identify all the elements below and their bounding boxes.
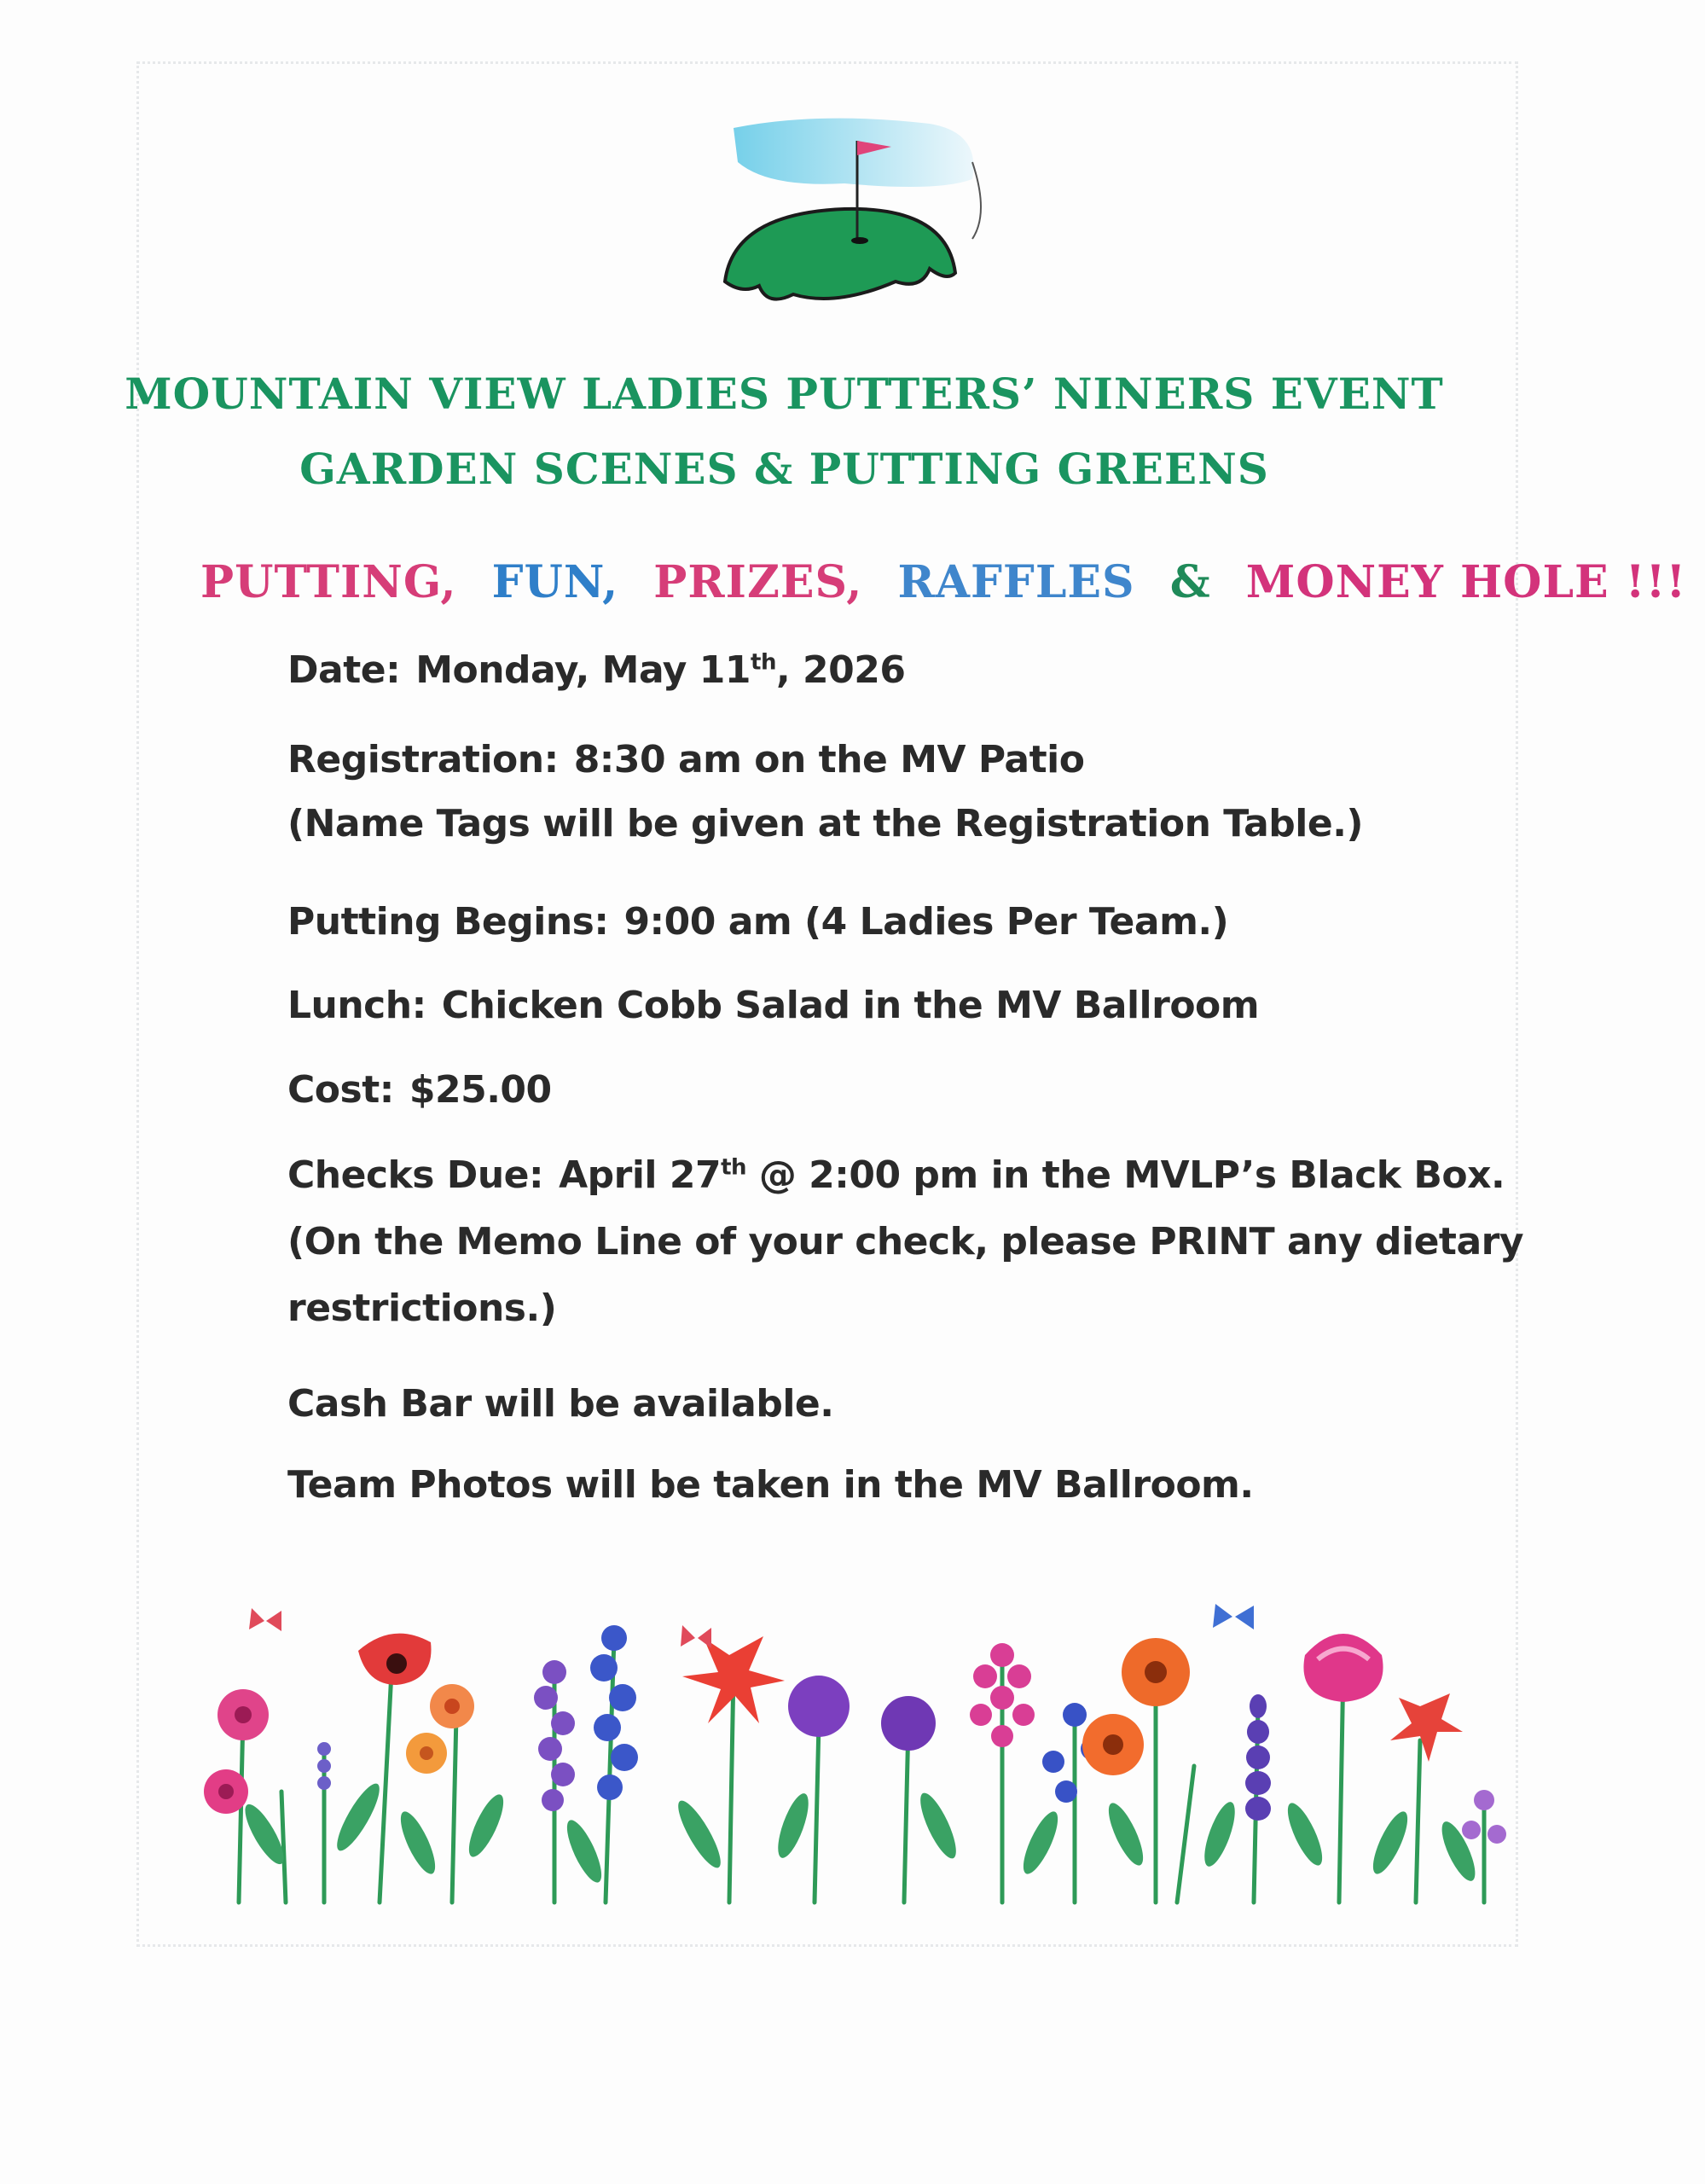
- cash-bar-note: Cash Bar will be available.: [287, 1382, 834, 1426]
- date-value: Monday, May 11: [415, 648, 751, 692]
- event-title: MOUNTAIN VIEW LADIES PUTTERS’ NINERS EVENT: [125, 369, 1444, 419]
- tagline-fun: FUN,: [491, 556, 619, 608]
- putting-begins-line: [287, 900, 1228, 944]
- wildflower-garden-illustration: [196, 1604, 1527, 1911]
- putting-begins-label: Putting Begins:: [287, 900, 609, 944]
- date-label: Date:: [287, 648, 401, 692]
- registration-line: [287, 738, 1084, 781]
- tagline-putting: PUTTING,: [200, 556, 457, 608]
- memo-note-line-1: (On the Memo Line of your check, please PRINT any dietary: [287, 1220, 1524, 1263]
- cost-line: [287, 1068, 552, 1112]
- team-photos-note: Team Photos will be taken in the MV Ballroom.: [287, 1463, 1254, 1507]
- cost-label: Cost:: [287, 1068, 394, 1112]
- tagline-prizes: PRIZES,: [653, 556, 863, 608]
- date-suffix: th: [751, 649, 776, 676]
- tagline-raffles: RAFFLES: [897, 556, 1135, 608]
- cost-value: $25.00: [409, 1068, 552, 1112]
- putting-begins-value: 9:00 am (4 Ladies Per Team.): [623, 900, 1229, 944]
- checks-due-suffix: th: [721, 1154, 747, 1181]
- date-year: , 2026: [775, 648, 906, 692]
- checks-due-label: Checks Due:: [287, 1153, 544, 1197]
- tagline-money-hole: MONEY HOLE !!!: [1245, 556, 1687, 608]
- checks-due-line: [287, 1153, 1505, 1197]
- checks-due-details: @ 2:00 pm in the MVLP’s Black Box.: [746, 1153, 1505, 1197]
- lunch-value: Chicken Cobb Salad in the MV Ballroom: [441, 984, 1260, 1027]
- checks-due-date: April 27: [559, 1153, 722, 1197]
- name-tags-note: (Name Tags will be given at the Registration Table.): [287, 802, 1364, 845]
- date-line: [287, 648, 905, 692]
- lunch-line: [287, 984, 1259, 1027]
- tagline: [200, 556, 1687, 608]
- registration-value: 8:30 am on the MV Patio: [573, 738, 1085, 781]
- tagline-ampersand: &: [1169, 556, 1211, 608]
- memo-note-line-2: restrictions.): [287, 1287, 557, 1330]
- event-subtitle: GARDEN SCENES & PUTTING GREENS: [299, 444, 1269, 494]
- registration-label: Registration:: [287, 738, 559, 781]
- lunch-label: Lunch:: [287, 984, 426, 1027]
- putting-green-flag-icon: [716, 111, 998, 324]
